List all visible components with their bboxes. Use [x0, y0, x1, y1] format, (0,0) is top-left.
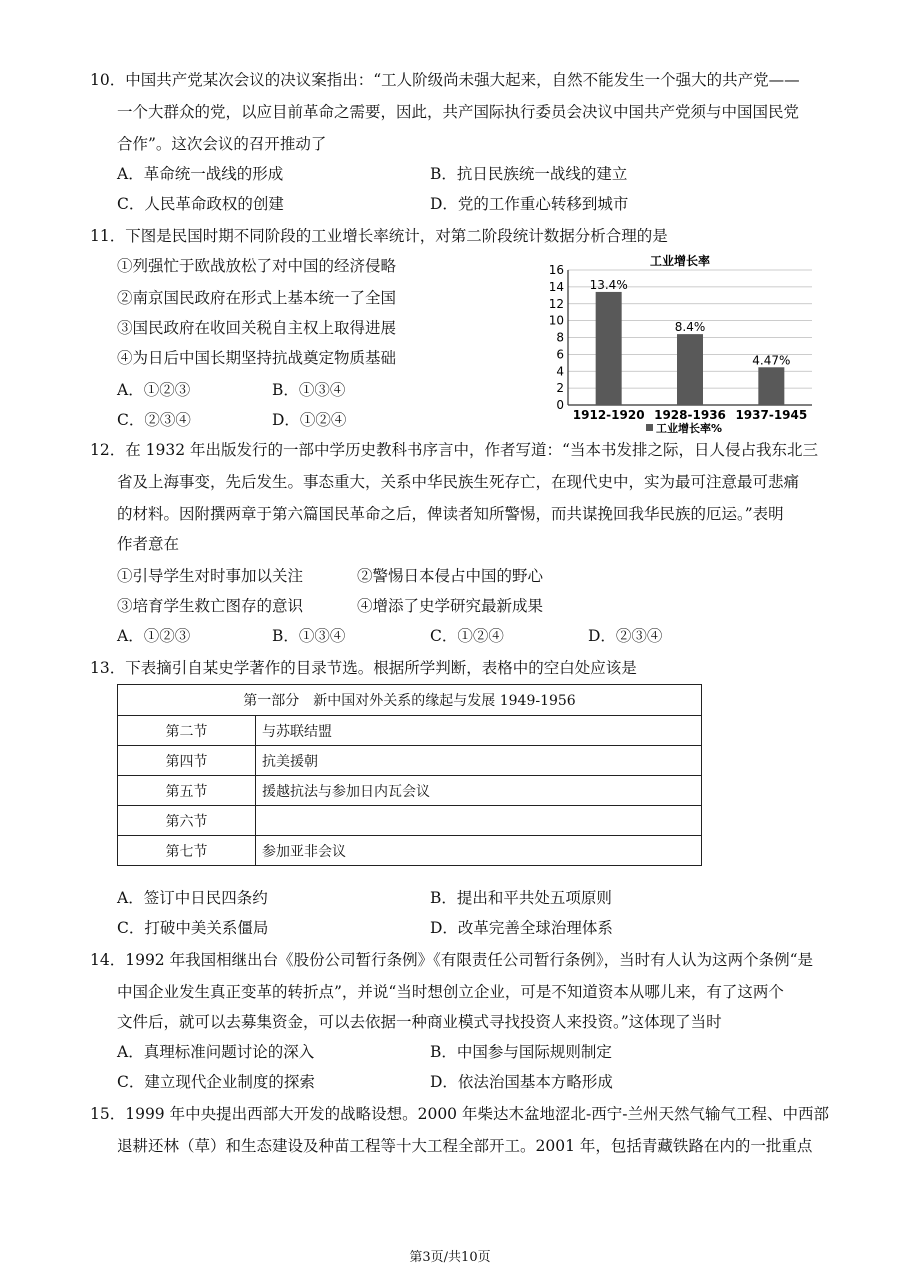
y-tick-label: 8: [556, 330, 564, 345]
toc-header-row: [118, 685, 702, 716]
x-tick-label: 1928-1936: [654, 408, 726, 422]
chart-title: 工业增长率: [649, 254, 711, 268]
toc-section-number: 第二节: [118, 716, 256, 746]
toc-section-title: 抗美援朝: [256, 746, 702, 776]
q11-item-2: ②南京国民政府在形式上基本统一了全国: [117, 289, 397, 307]
q15-stem-line-1: 15．1999 年中央提出西部大开发的战略设想。2000 年柴达木盆地涩北-西宁-兰州天然气输气工程、中西部: [90, 1105, 829, 1123]
q11-item-3: ③国民政府在收回关税自主权上取得进展: [117, 319, 397, 337]
q14-option-c: C．建立现代企业制度的探索: [117, 1073, 315, 1091]
chart-x-axis: [573, 408, 807, 422]
toc-section-number: 第七节: [118, 836, 256, 866]
q10-option-c: C．人民革命政权的创建: [117, 195, 284, 213]
industrial-growth-chart: [540, 250, 820, 435]
q13-option-c: C．打破中美关系僵局: [117, 919, 269, 937]
y-tick-label: 6: [556, 347, 564, 362]
q12-item-1: ①引导学生对时事加以关注: [117, 567, 304, 585]
q14-stem-line-2: 中国企业发生真正变革的转折点”，并说“当时想创立企业，可是不知道资本从哪儿来，有了这两个: [117, 983, 784, 1001]
q12-stem-line-4: 作者意在: [117, 535, 180, 553]
q10-stem-line-2: 一个大群众的党，以应目前革命之需要，因此，共产国际执行委员会决议中国共产党须与中国国民党: [117, 103, 800, 121]
table-row: [118, 806, 702, 836]
data-label: 8.4%: [674, 320, 706, 335]
q12-option-d: D．②③④: [588, 627, 663, 645]
toc-section-title: 与苏联结盟: [256, 716, 702, 746]
q12-option-b: B．①③④: [272, 627, 346, 645]
q13-option-a: A．签订中日民四条约: [117, 889, 268, 907]
q14-stem-line-3: 文件后，就可以去募集资金，可以去依据一种商业模式寻找投资人来投资。”这体现了当时: [117, 1013, 722, 1031]
y-tick-label: 2: [556, 381, 564, 396]
table-row: [118, 746, 702, 776]
q14-option-b: B．中国参与国际规则制定: [430, 1043, 612, 1061]
table-row: [118, 776, 702, 806]
toc-header: 第一部分 新中国对外关系的缘起与发展 1949-1956: [118, 685, 702, 716]
y-tick-label: 16: [548, 263, 564, 277]
q11-option-c: C．②③④: [117, 411, 191, 429]
table-row: [118, 716, 702, 746]
toc-section-number: 第四节: [118, 746, 256, 776]
q14-option-a: A．真理标准问题讨论的深入: [117, 1043, 315, 1061]
q10-option-d: D．党的工作重心转移到城市: [430, 195, 629, 213]
q10-option-a: A．革命统一战线的形成: [117, 165, 284, 183]
q11-item-1: ①列强忙于欧战放松了对中国的经济侵略: [117, 257, 397, 275]
x-tick-label: 1912-1920: [572, 408, 645, 422]
chart-bar: [596, 292, 622, 405]
q12-stem-line-1: 12．在 1932 年出版发行的一部中学历史教科书序言中，作者写道：“当本书发排之际，日人侵占我东北三: [90, 441, 818, 459]
chart-bar: [677, 334, 703, 405]
y-tick-label: 12: [548, 296, 564, 311]
q11-option-b: B．①③④: [272, 381, 346, 399]
q12-stem-line-3: 的材料。因附撰两章于第六篇国民革命之后，俾读者知所警惕，而共谋挽回我华民族的厄运。”表明: [117, 505, 784, 523]
toc-table: [117, 684, 702, 866]
chart-legend: [646, 421, 722, 435]
q12-item-4: ④增添了史学研究最新成果: [357, 597, 544, 615]
page-number: 第3页/共10页: [409, 1250, 491, 1265]
q14-option-d: D．依法治国基本方略形成: [430, 1073, 613, 1091]
q12-item-3: ③培育学生救亡图存的意识: [117, 597, 304, 615]
toc-section-number: 第五节: [118, 776, 256, 806]
q11-stem: 11．下图是民国时期不同阶段的工业增长率统计，对第二阶段统计数据分析合理的是: [90, 227, 668, 245]
q13-option-b: B．提出和平共处五项原则: [430, 889, 612, 907]
y-tick-label: 0: [556, 398, 564, 412]
q11-item-4: ④为日后中国长期坚持抗战奠定物质基础: [117, 349, 397, 367]
y-tick-label: 14: [548, 279, 564, 294]
q13-stem: 13．下表摘引自某史学著作的目录节选。根据所学判断，表格中的空白处应该是: [90, 659, 637, 677]
data-label: 13.4%: [589, 277, 628, 292]
q12-stem-line-2: 省及上海事变，先后发生。事态重大，关系中华民族生死存亡，在现代史中，实为最可注意最可悲痛: [117, 473, 800, 491]
q10-stem-line-3: 合作”。这次会议的召开推动了: [117, 135, 327, 153]
q11-option-a: A．①②③: [117, 381, 191, 399]
toc-section-title-blank: [256, 806, 702, 836]
q11-option-d: D．①②④: [272, 411, 347, 429]
q12-item-2: ②警惕日本侵占中国的野心: [357, 567, 544, 585]
legend-swatch: [646, 424, 653, 431]
y-tick-label: 4: [556, 364, 564, 379]
legend-label: 工业增长率%: [656, 422, 723, 435]
q13-option-d: D．改革完善全球治理体系: [430, 919, 613, 937]
toc-section-number: 第六节: [118, 806, 256, 836]
toc-section-title: 参加亚非会议: [256, 836, 702, 866]
data-label: 4.47%: [752, 353, 791, 368]
q12-option-c: C．①②④: [430, 627, 504, 645]
q10-option-b: B．抗日民族统一战线的建立: [430, 165, 628, 183]
q14-stem-line-1: 14．1992 年我国相继出台《股份公司暂行条例》《有限责任公司暂行条例》，当时有人认为这两个条例“是: [90, 951, 814, 969]
q10-stem-line-1: 10．中国共产党某次会议的决议案指出：“工人阶级尚未强大起来，自然不能发生一个强大的共产党——: [90, 71, 800, 89]
table-row: [118, 836, 702, 866]
chart-y-axis: [549, 263, 564, 412]
q15-stem-line-2: 退耕还林（草）和生态建设及种苗工程等十大工程全部开工。2001 年，包括青藏铁路在内的一批重点: [117, 1137, 813, 1155]
x-tick-label: 1937-1945: [735, 408, 808, 422]
y-tick-label: 10: [548, 313, 564, 328]
chart-bar: [758, 367, 784, 405]
toc-section-title: 援越抗法与参加日内瓦会议: [256, 776, 702, 806]
q12-option-a: A．①②③: [117, 627, 191, 645]
